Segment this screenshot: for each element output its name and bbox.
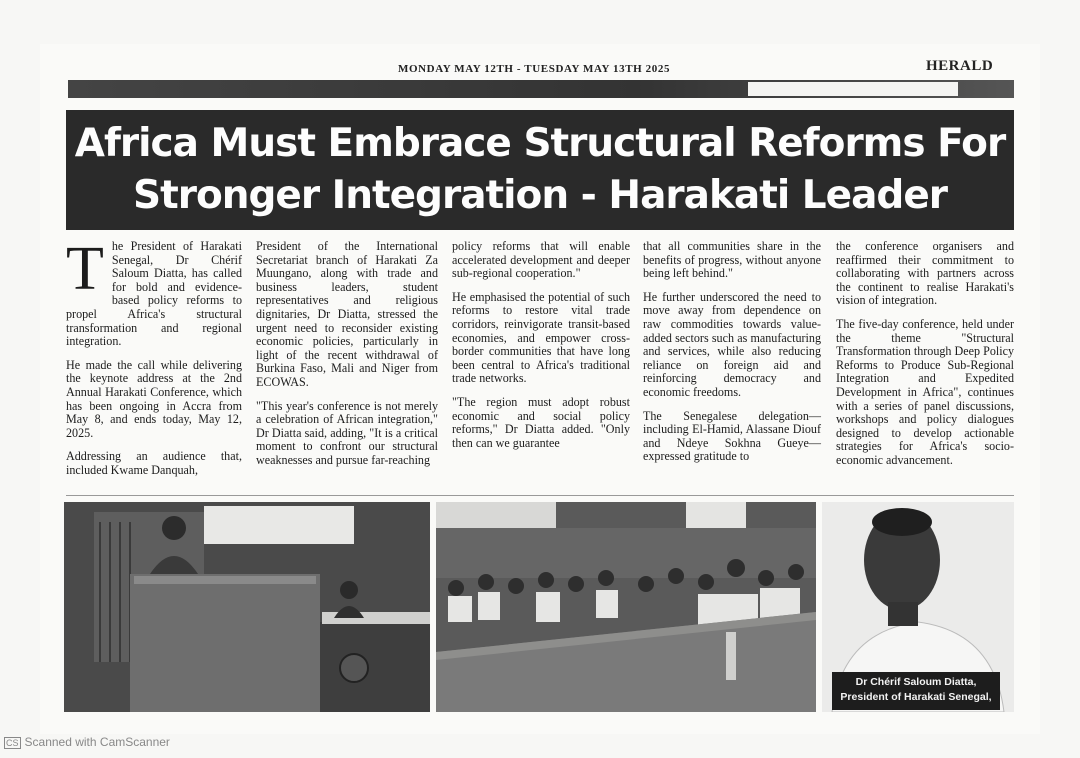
paragraph: that all communities share in the benefits of progress, without anyone being left behind." xyxy=(643,239,821,281)
photo-conference-audience xyxy=(436,502,816,712)
caption-line-1: Dr Chérif Saloum Diatta, xyxy=(855,676,977,688)
headline-line-2: Stronger Integration - Harakati Leader xyxy=(132,173,948,218)
dateline: MONDAY MAY 12TH - TUESDAY MAY 13TH 2025 xyxy=(398,63,671,75)
photo-speaker-graphic xyxy=(64,502,430,712)
paragraph: policy reforms that will enable accelerated development and deeper sub-regional cooperation." xyxy=(452,239,630,281)
article-column-4 xyxy=(643,240,821,474)
paragraph: He further underscored the need to move away from dependence on raw commodities towards value-added sectors such as manufacturing and services, while also reducing reliance on foreign aid and reinforcing democracy and economic freedoms. xyxy=(643,289,821,399)
article-column-3 xyxy=(452,240,630,460)
article-column-5 xyxy=(836,240,1014,478)
paragraph: the conference organisers and reaffirmed their commitment to collaborating with partners across the continent to realise Harakati's vision of integration. xyxy=(836,239,1014,308)
masthead-bar-highlight xyxy=(748,82,958,96)
article-column-2 xyxy=(256,240,438,478)
headline-line-1: Africa Must Embrace Structural Reforms For xyxy=(74,121,1006,166)
masthead-bar xyxy=(68,80,1014,98)
herald-logo: HERALD xyxy=(926,58,994,74)
headline xyxy=(66,110,1014,230)
paragraph: Addressing an audience that, included Kwame Danquah, xyxy=(66,449,242,477)
paragraph: The five-day conference, held under the theme "Structural Transformation through Deep Policy Reforms to Produce Sub-Regional Integration and Expedited Development in Africa", continues with a series of panel discussions, workshops and policy dialogues designed to develop actionable strategies for Africa's socio-economic advancement. xyxy=(836,316,1014,467)
paragraph: He made the call while delivering the keynote address at the 2nd Annual Harakati Conference, which has been ongoing in Accra from May 8, and ends today, May 12, 2025. xyxy=(66,357,242,440)
article-column-1 xyxy=(66,235,242,488)
paragraph: "The region must adopt robust economic and social policy reforms," Dr Diatta added. "Only then can we guarantee xyxy=(452,394,630,450)
paragraph: The Senegalese delegation—including El-Hamid, Alassane Diouf and Ndeye Sokhna Gueye—expressed gratitude to xyxy=(643,408,821,464)
drop-cap: T xyxy=(66,235,104,303)
caption-line-2: President of Harakati Senegal, xyxy=(840,691,992,703)
photo-caption xyxy=(832,672,1000,710)
camscanner-icon: CS xyxy=(6,738,19,748)
divider xyxy=(66,495,1014,496)
paragraph: The President of Harakati Senegal, Dr Chérif Saloum Diatta, has called for bold and evidence-based policy reforms to propel Africa's structural transformation and regional integration. xyxy=(66,235,242,349)
photo-audience-graphic xyxy=(436,502,816,712)
paragraph: "This year's conference is not merely a celebration of African integration," Dr Diatta said, adding, "It is a critical moment to confront our structural weaknesses and pursue far-reaching xyxy=(256,398,438,467)
scanner-watermark xyxy=(4,735,170,749)
paragraph: He emphasised the potential of such reforms to restore vital trade corridors, reinvigorate transit-based economies, and empower cross-border communities that have long been central to Africa's traditional trade networks. xyxy=(452,289,630,386)
paragraph: President of the International Secretariat branch of Harakati Za Muungano, along with trade and business leaders, student representatives and religious dignitaries, Dr Diatta, stressed the urgent need to reconsider existing economic policies, particularly in light of the recent withdrawal of Burkina Faso, Mali and Niger from ECOWAS. xyxy=(256,239,438,389)
watermark-text: Scanned with CamScanner xyxy=(24,735,170,749)
photo-speaker-at-podium xyxy=(64,502,430,712)
